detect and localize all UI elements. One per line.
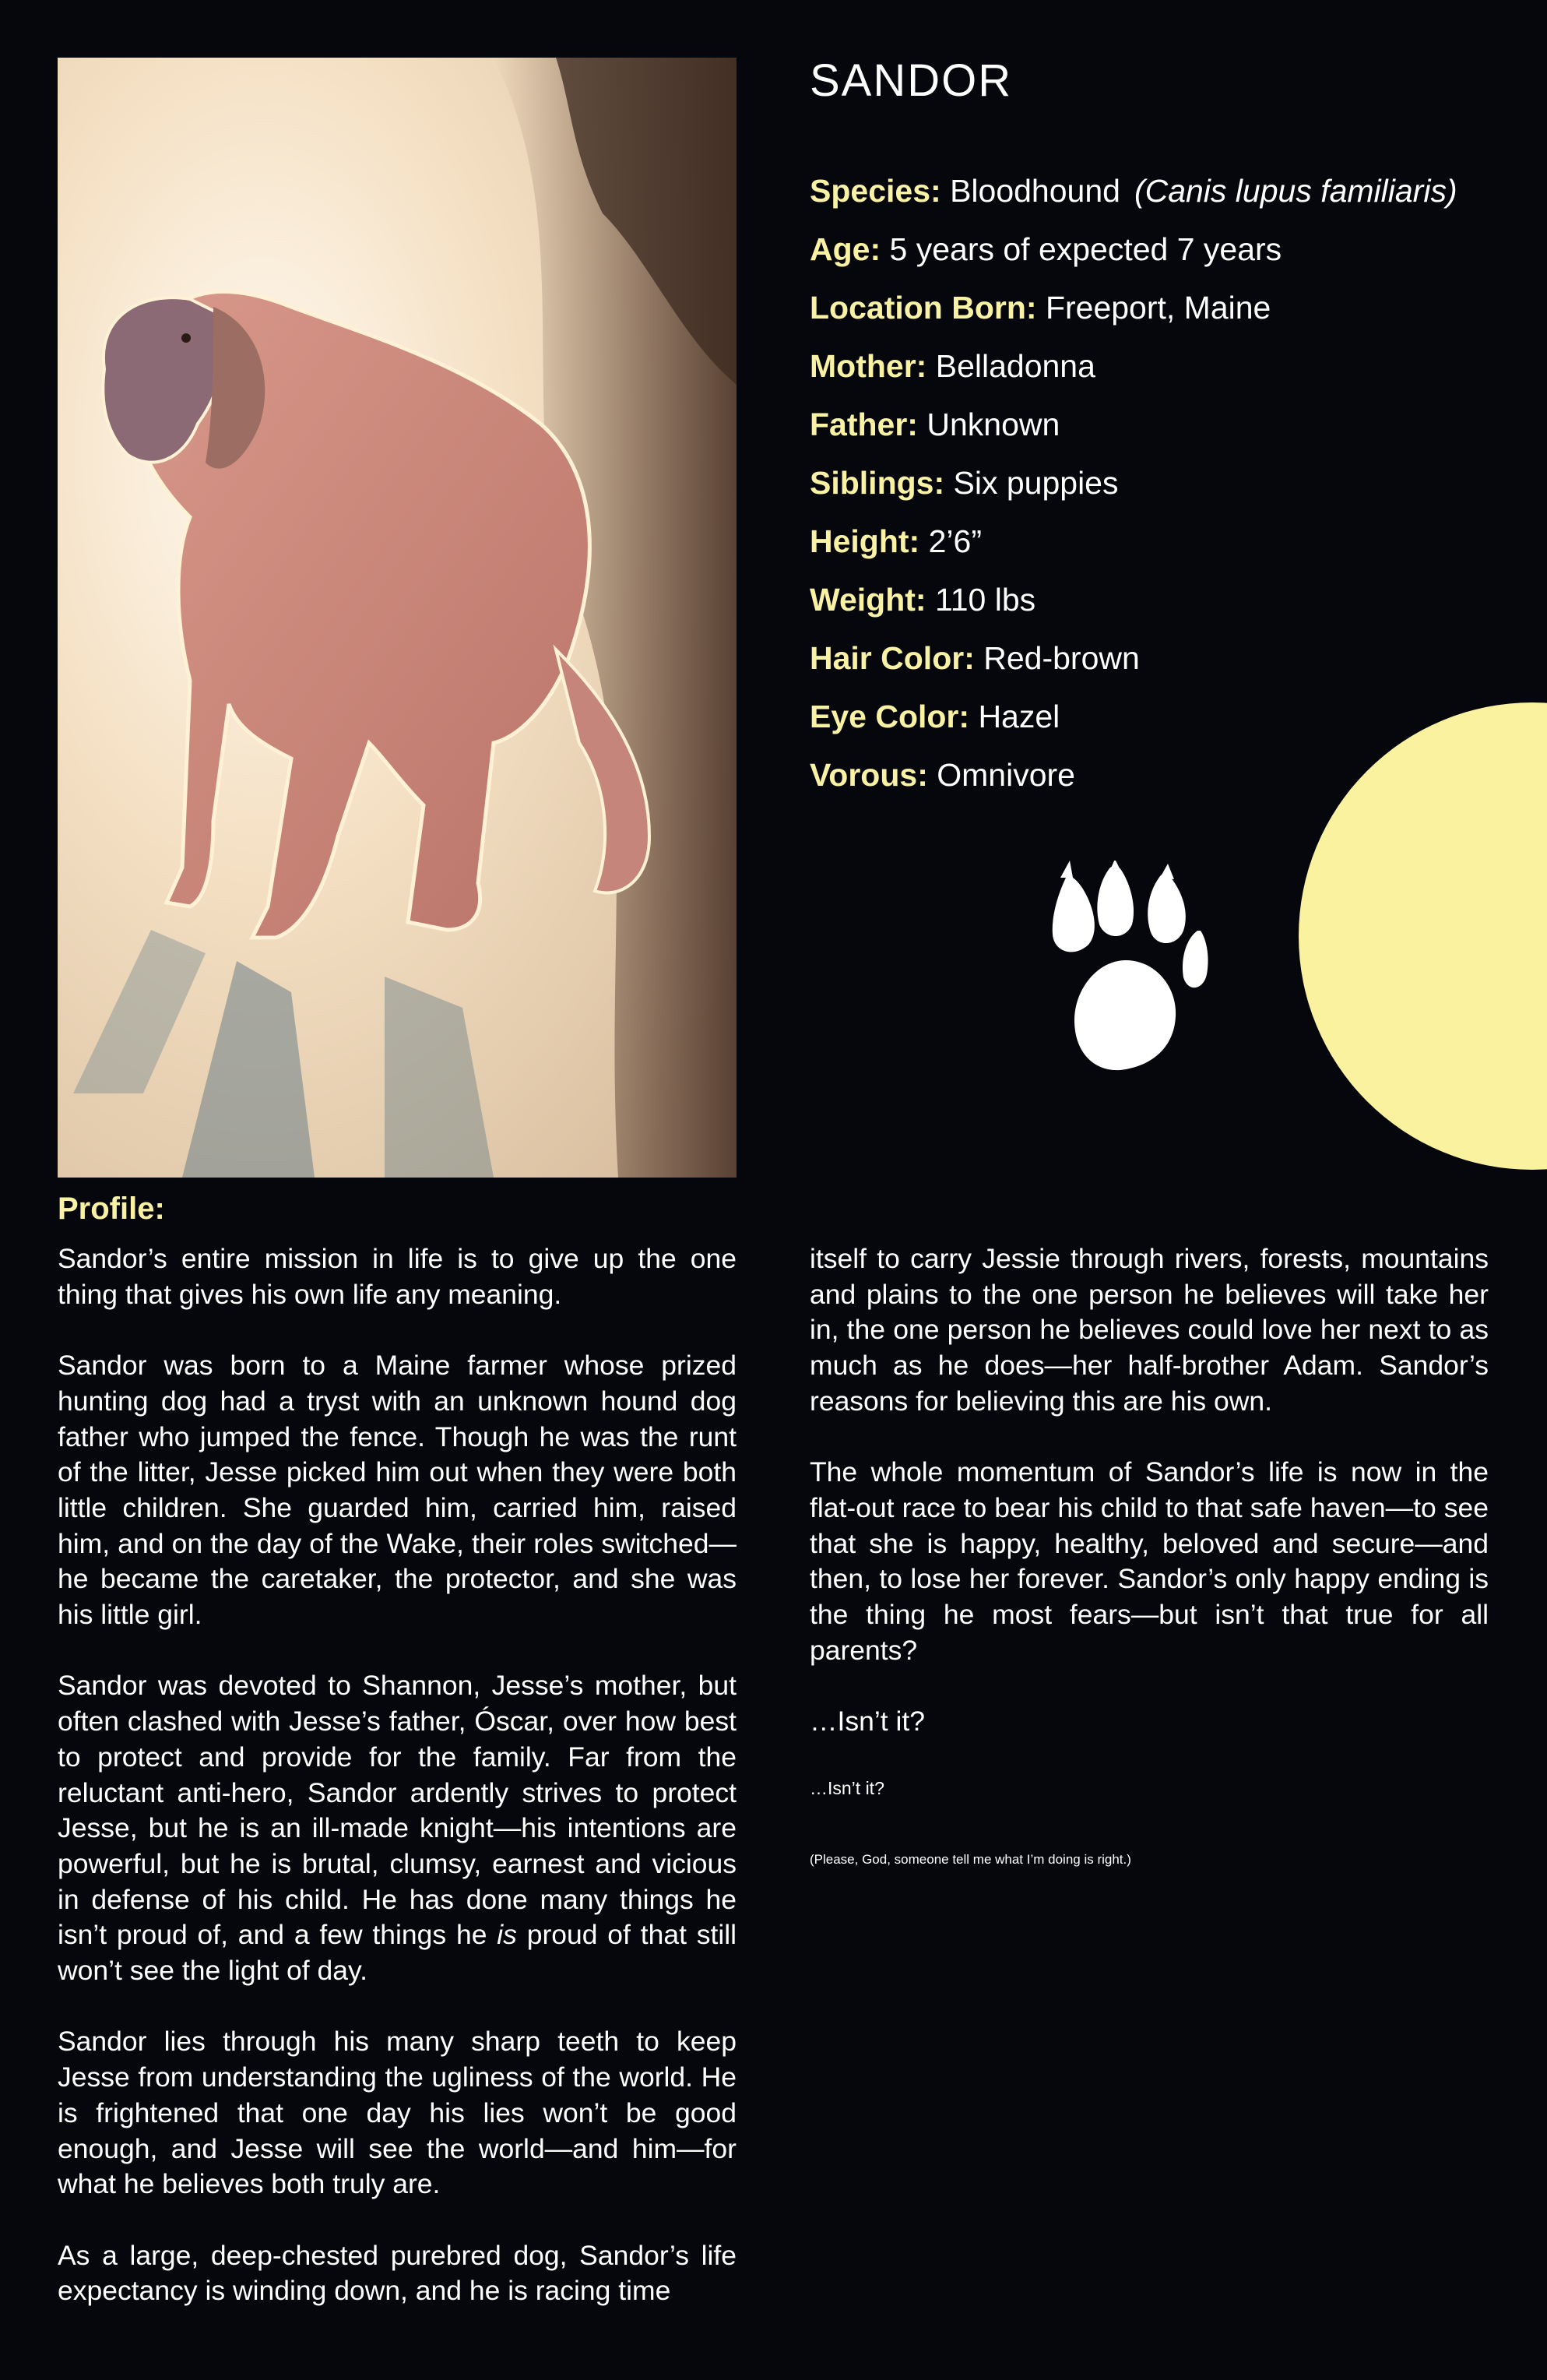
- character-name: SANDOR: [810, 55, 1013, 106]
- stat-value: Omnivore: [937, 757, 1075, 793]
- profile-paragraph: As a large, deep-chested purebred dog, Sandor’s life expectancy is winding down, and he is racing time: [58, 2239, 737, 2307]
- stat-height: [810, 512, 1457, 571]
- stat-location-born: [810, 279, 1457, 337]
- emphasized-word: is: [497, 1919, 517, 1951]
- stat-label: Vorous:: [810, 757, 928, 793]
- profile-paragraph: Sandor was born to a Maine farmer whose prized hunting dog had a tryst with an unknown hound dog father who jumped the fence. Though he was the runt of the litter, Jesse picked him out when they were both little children. She guarded him, carried him, raised him, and on the day of the Wake, their roles switched—he became the caretaker, the protector, and she was his little girl.: [58, 1350, 737, 1631]
- stat-value: Unknown: [926, 407, 1060, 442]
- stat-value: Bloodhound: [950, 173, 1120, 209]
- stat-value: 2’6”: [928, 523, 982, 559]
- paragraph-text: Sandor was devoted to Shannon, Jesse’s mother, but often clashed with Jesse’s father, Óscar, over how best to protect and provide for the family. Far from the reluctant anti-hero, Sandor ardently strives to protect Jesse, but he is an ill-made knight—his intentions are powerful, but he is brutal, clumsy, earnest and vicious in defense of his child. He has done many things he isn’t proud of, and a few things he: [58, 1670, 737, 1951]
- stat-scientific-name: (Canis lupus familiaris): [1134, 173, 1457, 209]
- stat-eye-color: [810, 688, 1457, 746]
- stat-value: Six puppies: [953, 465, 1119, 501]
- stat-value: 110 lbs: [934, 582, 1036, 618]
- character-stats: [810, 162, 1457, 804]
- stat-value: Hazel: [978, 699, 1060, 734]
- stat-value: Freeport, Maine: [1045, 290, 1271, 326]
- stat-label: Hair Color:: [810, 640, 975, 676]
- stat-label: Weight:: [810, 582, 926, 618]
- stat-value: Belladonna: [935, 348, 1095, 384]
- stat-label: Mother:: [810, 348, 927, 384]
- stat-label: Age:: [810, 231, 881, 267]
- stat-siblings: [810, 454, 1457, 512]
- paw-print-icon: [1043, 861, 1208, 1079]
- stat-label: Eye Color:: [810, 699, 970, 734]
- profile-paragraph: Sandor’s entire mission in life is to give up the one thing that gives his own life any meaning.: [58, 1243, 737, 1310]
- stat-value: Red-brown: [983, 640, 1140, 676]
- bloodhound-picture: [58, 58, 737, 1178]
- stat-mother: [810, 337, 1457, 396]
- stat-value: 5 years of expected 7 years: [889, 231, 1282, 267]
- stat-label: Species:: [810, 173, 941, 209]
- stat-label: Height:: [810, 523, 920, 559]
- profile-paragraph: Sandor lies through his many sharp teeth to keep Jesse from understanding the ugliness of the world. He is frightened that one day his lies won’t be good enough, and Jesse will see the world—and him—for what he believes both truly are.: [58, 2026, 737, 2200]
- stat-father: [810, 396, 1457, 454]
- profile-paragraph: itself to carry Jessie through rivers, forests, mountains and plains to the one person he believes will take her in, the one person he believes could love her next to as much as he does—her half-brother Adam. Sandor’s reasons for believing this are his own.: [810, 1243, 1489, 1417]
- profile-heading: Profile:: [58, 1192, 165, 1226]
- profile-right-column: [810, 1241, 1489, 1869]
- stat-label: Father:: [810, 407, 918, 442]
- stat-hair-color: [810, 629, 1457, 688]
- profile-paragraph: The whole momentum of Sandor’s life is now in the flat-out race to bear his child to that safe haven—to see that she is happy, healthy, beloved and secure—and then, to lose her forever. Sandor’s only happy ending is the thing he most fears—but isn’t that true for all parents?: [810, 1456, 1489, 1666]
- stat-label: Siblings:: [810, 465, 945, 501]
- profile-whisper: …Isn’t it?: [810, 1777, 884, 1798]
- paragraph-text: proud of that still won’t see the light of day.: [58, 1919, 737, 1987]
- profile-left-column: [58, 1241, 737, 2345]
- profile-paragraph: …Isn’t it?: [810, 1706, 925, 1737]
- stat-weight: [810, 571, 1457, 629]
- sandor-illustration: [58, 58, 737, 1178]
- stat-label: Location Born:: [810, 290, 1037, 326]
- profile-aside: (Please, God, someone tell me what I’m doing is right.): [810, 1851, 1131, 1867]
- stat-age: [810, 220, 1457, 279]
- profile-paragraph: [58, 1668, 737, 1988]
- stat-species: [810, 162, 1457, 220]
